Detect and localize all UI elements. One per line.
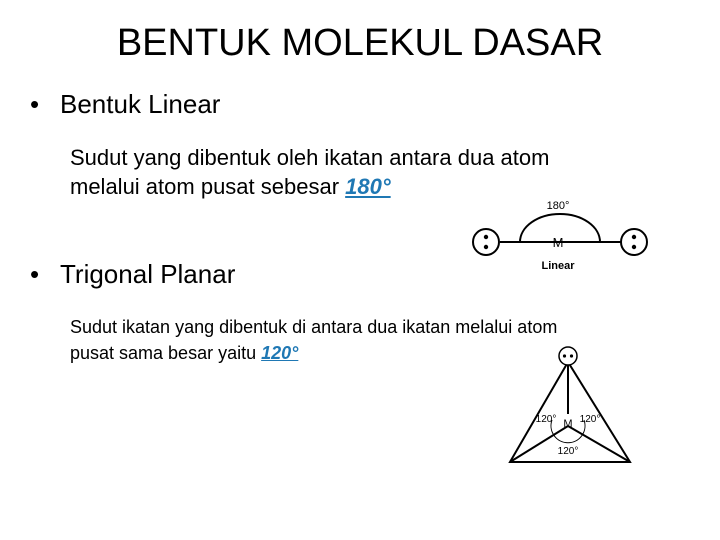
trigonal-planar-diagram <box>500 342 640 470</box>
trigonal-angle-left: 120° <box>535 414 557 425</box>
linear-description-line1: Sudut yang dibentuk oleh ikatan antara dua atom <box>70 145 550 170</box>
bullet-icon: • <box>30 89 40 119</box>
bullet-trigonal-label: Trigonal Planar <box>60 259 236 289</box>
trigonal-center-atom-label: M <box>563 418 573 430</box>
trigonal-description <box>70 314 557 366</box>
right-lone-pair-atom <box>621 229 647 255</box>
trigonal-angle-right: 120° <box>579 414 601 425</box>
trigonal-angle-bottom: 120° <box>557 446 579 457</box>
linear-angle-value: 180° <box>345 174 391 199</box>
trigonal-description-line2 <box>70 340 557 366</box>
trigonal-angle-value: 120° <box>261 343 299 363</box>
bullet-linear-label: Bentuk Linear <box>60 89 221 119</box>
linear-angle-label: 180° <box>546 200 570 212</box>
bullet-linear <box>30 88 220 120</box>
bullet-icon: • <box>30 259 40 289</box>
linear-description-line2-text: melalui atom pusat sebesar <box>70 174 346 199</box>
linear-center-atom-label: M <box>552 235 564 250</box>
linear-caption: Linear <box>541 260 575 272</box>
trigonal-description-line2-text: pusat sama besar yaitu <box>70 343 262 363</box>
bullet-trigonal <box>30 258 235 290</box>
slide-title: BENTUK MOLEKUL DASAR <box>116 22 604 64</box>
linear-molecule-diagram <box>462 192 662 274</box>
top-lone-pair-atom <box>559 347 577 365</box>
left-lone-pair-atom <box>473 229 499 255</box>
trigonal-description-line1: Sudut ikatan yang dibentuk di antara dua ikatan melalui atom <box>70 317 558 337</box>
